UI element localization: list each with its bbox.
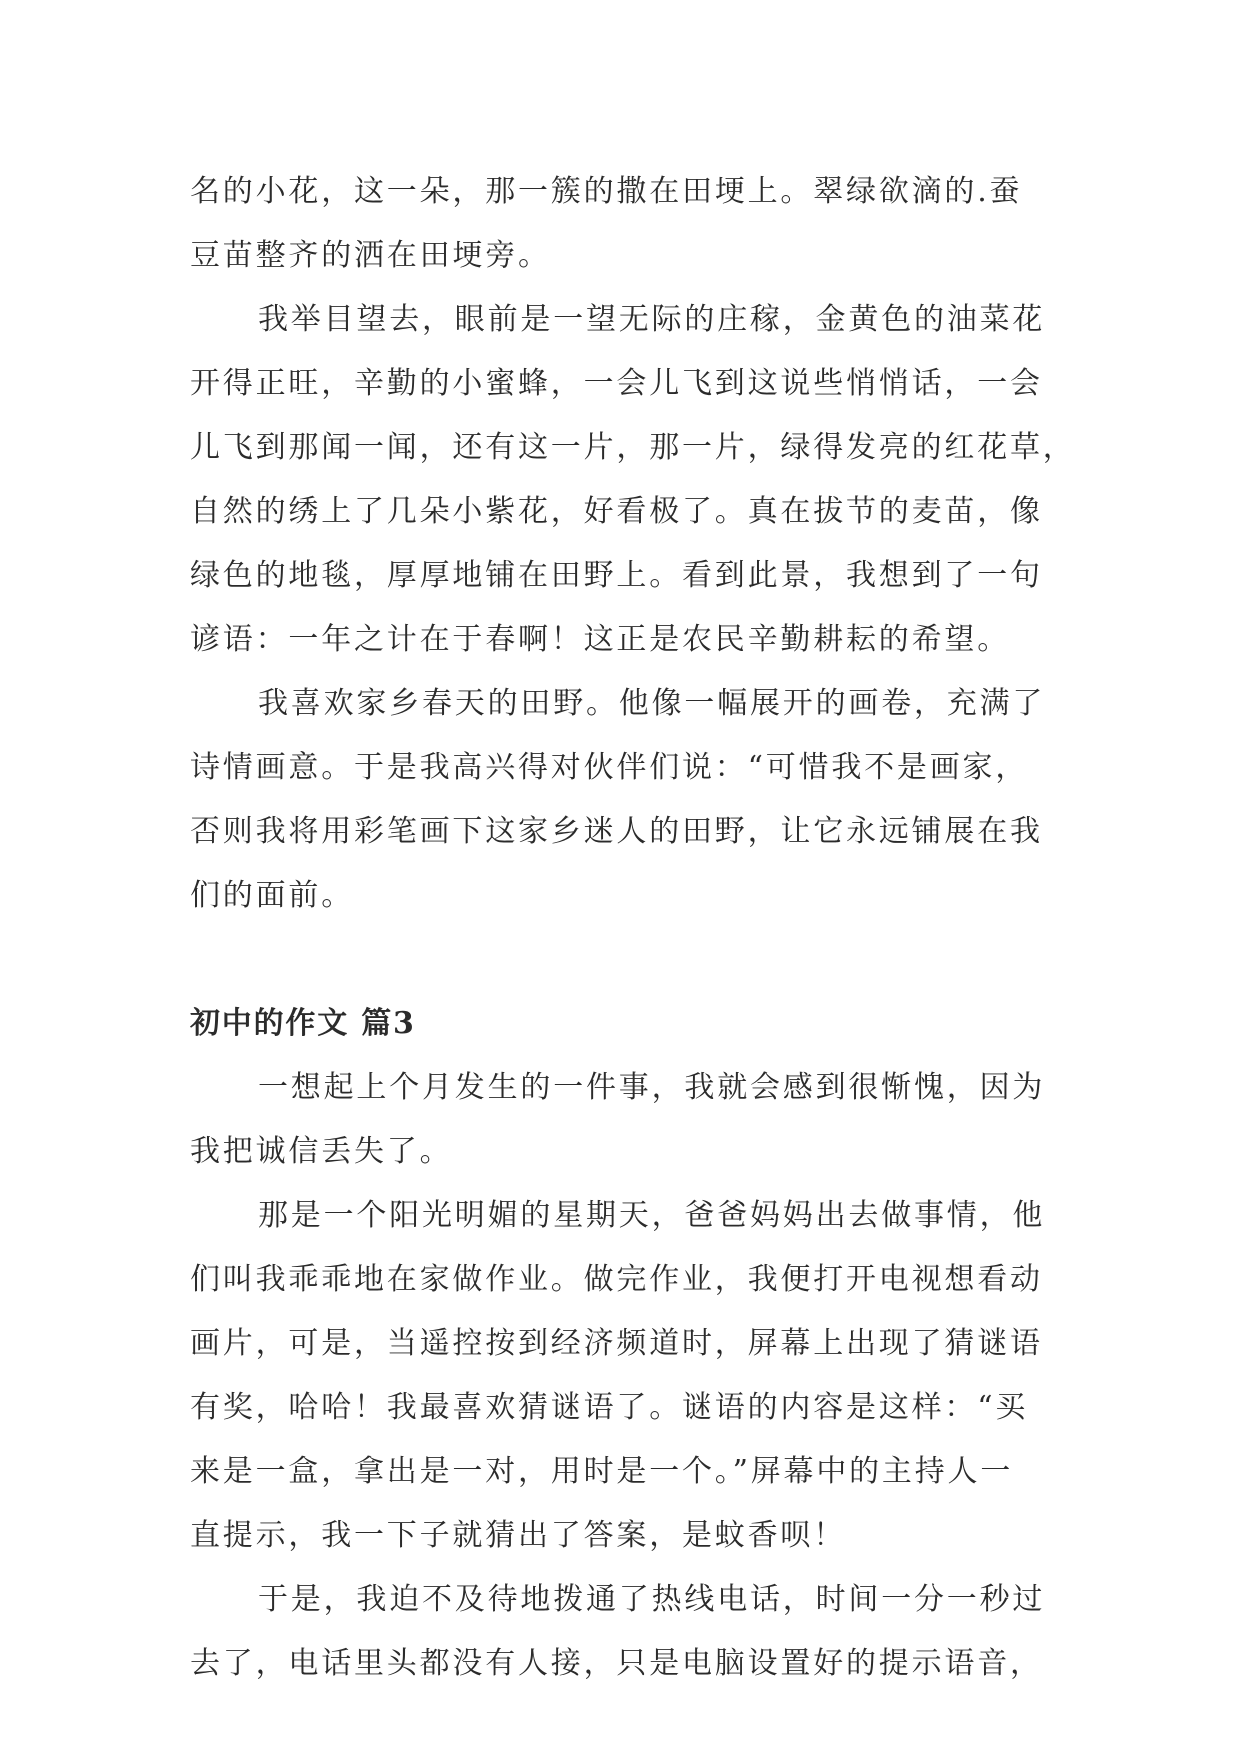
- paragraph: [190, 1568, 1050, 1696]
- text-line: 绿色的地毯，厚厚地铺在田野上。看到此景，我想到了一句: [190, 558, 1043, 593]
- paragraph: [190, 1184, 1050, 1568]
- text-line: 一想起上个月发生的一件事，我就会感到很惭愧，因为: [258, 1070, 1046, 1105]
- text-line: 豆苗整齐的洒在田埂旁。: [190, 238, 551, 273]
- text-line: 于是，我迫不及待地拨通了热线电话，时间一分一秒过: [258, 1582, 1046, 1617]
- text-line: 直提示，我一下子就猜出了答案，是蚊香呗！: [190, 1518, 846, 1553]
- text-line: 开得正旺，辛勤的小蜜蜂，一会儿飞到这说些悄悄话，一会: [190, 366, 1043, 401]
- text-line: 我喜欢家乡春天的田野。他像一幅展开的画卷，充满了: [258, 686, 1046, 721]
- text-line: 来是一盒，拿出是一对，用时是一个。”屏幕中的主持人一: [190, 1454, 1014, 1489]
- text-line: 们叫我乖乖地在家做作业。做完作业，我便打开电视想看动: [190, 1262, 1043, 1297]
- text-line: 诗情画意。于是我高兴得对伙伴们说：“可惜我不是画家，: [190, 750, 1029, 785]
- text-line: 那是一个阳光明媚的星期天，爸爸妈妈出去做事情，他: [258, 1198, 1046, 1233]
- text-line: 自然的绣上了几朵小紫花，好看极了。真在拔节的麦苗，像: [190, 494, 1043, 529]
- paragraph: [190, 288, 1076, 672]
- paragraph: [190, 1056, 1050, 1184]
- text-line: 否则我将用彩笔画下这家乡迷人的田野，让它永远铺展在我: [190, 814, 1043, 849]
- text-line: 去了，电话里头都没有人接，只是电脑设置好的提示语音，: [190, 1646, 1043, 1681]
- text-line: 们的面前。: [190, 878, 354, 913]
- text-line: 名的小花，这一朵，那一簇的撒在田埂上。翠绿欲滴的.蚕: [190, 174, 1023, 209]
- text-line: 我举目望去，眼前是一望无际的庄稼，金黄色的油菜花: [258, 302, 1046, 337]
- paragraph: [190, 672, 1050, 928]
- text-line: 谚语：一年之计在于春啊！这正是农民辛勤耕耘的希望。: [190, 622, 1010, 657]
- text-line: 我把诚信丢失了。: [190, 1134, 453, 1169]
- text-line: 儿飞到那闻一闻，还有这一片，那一片，绿得发亮的红花草，: [190, 430, 1076, 465]
- text-line: 画片，可是，当遥控按到经济频道时，屏幕上出现了猜谜语: [190, 1326, 1043, 1361]
- section-spacer: [190, 928, 1050, 992]
- text-line: 有奖，哈哈！我最喜欢猜谜语了。谜语的内容是这样：“买: [190, 1390, 1029, 1425]
- paragraph: [190, 160, 1050, 288]
- document-body: [190, 160, 1076, 1696]
- section-heading: 初中的作文 篇3: [190, 1006, 416, 1041]
